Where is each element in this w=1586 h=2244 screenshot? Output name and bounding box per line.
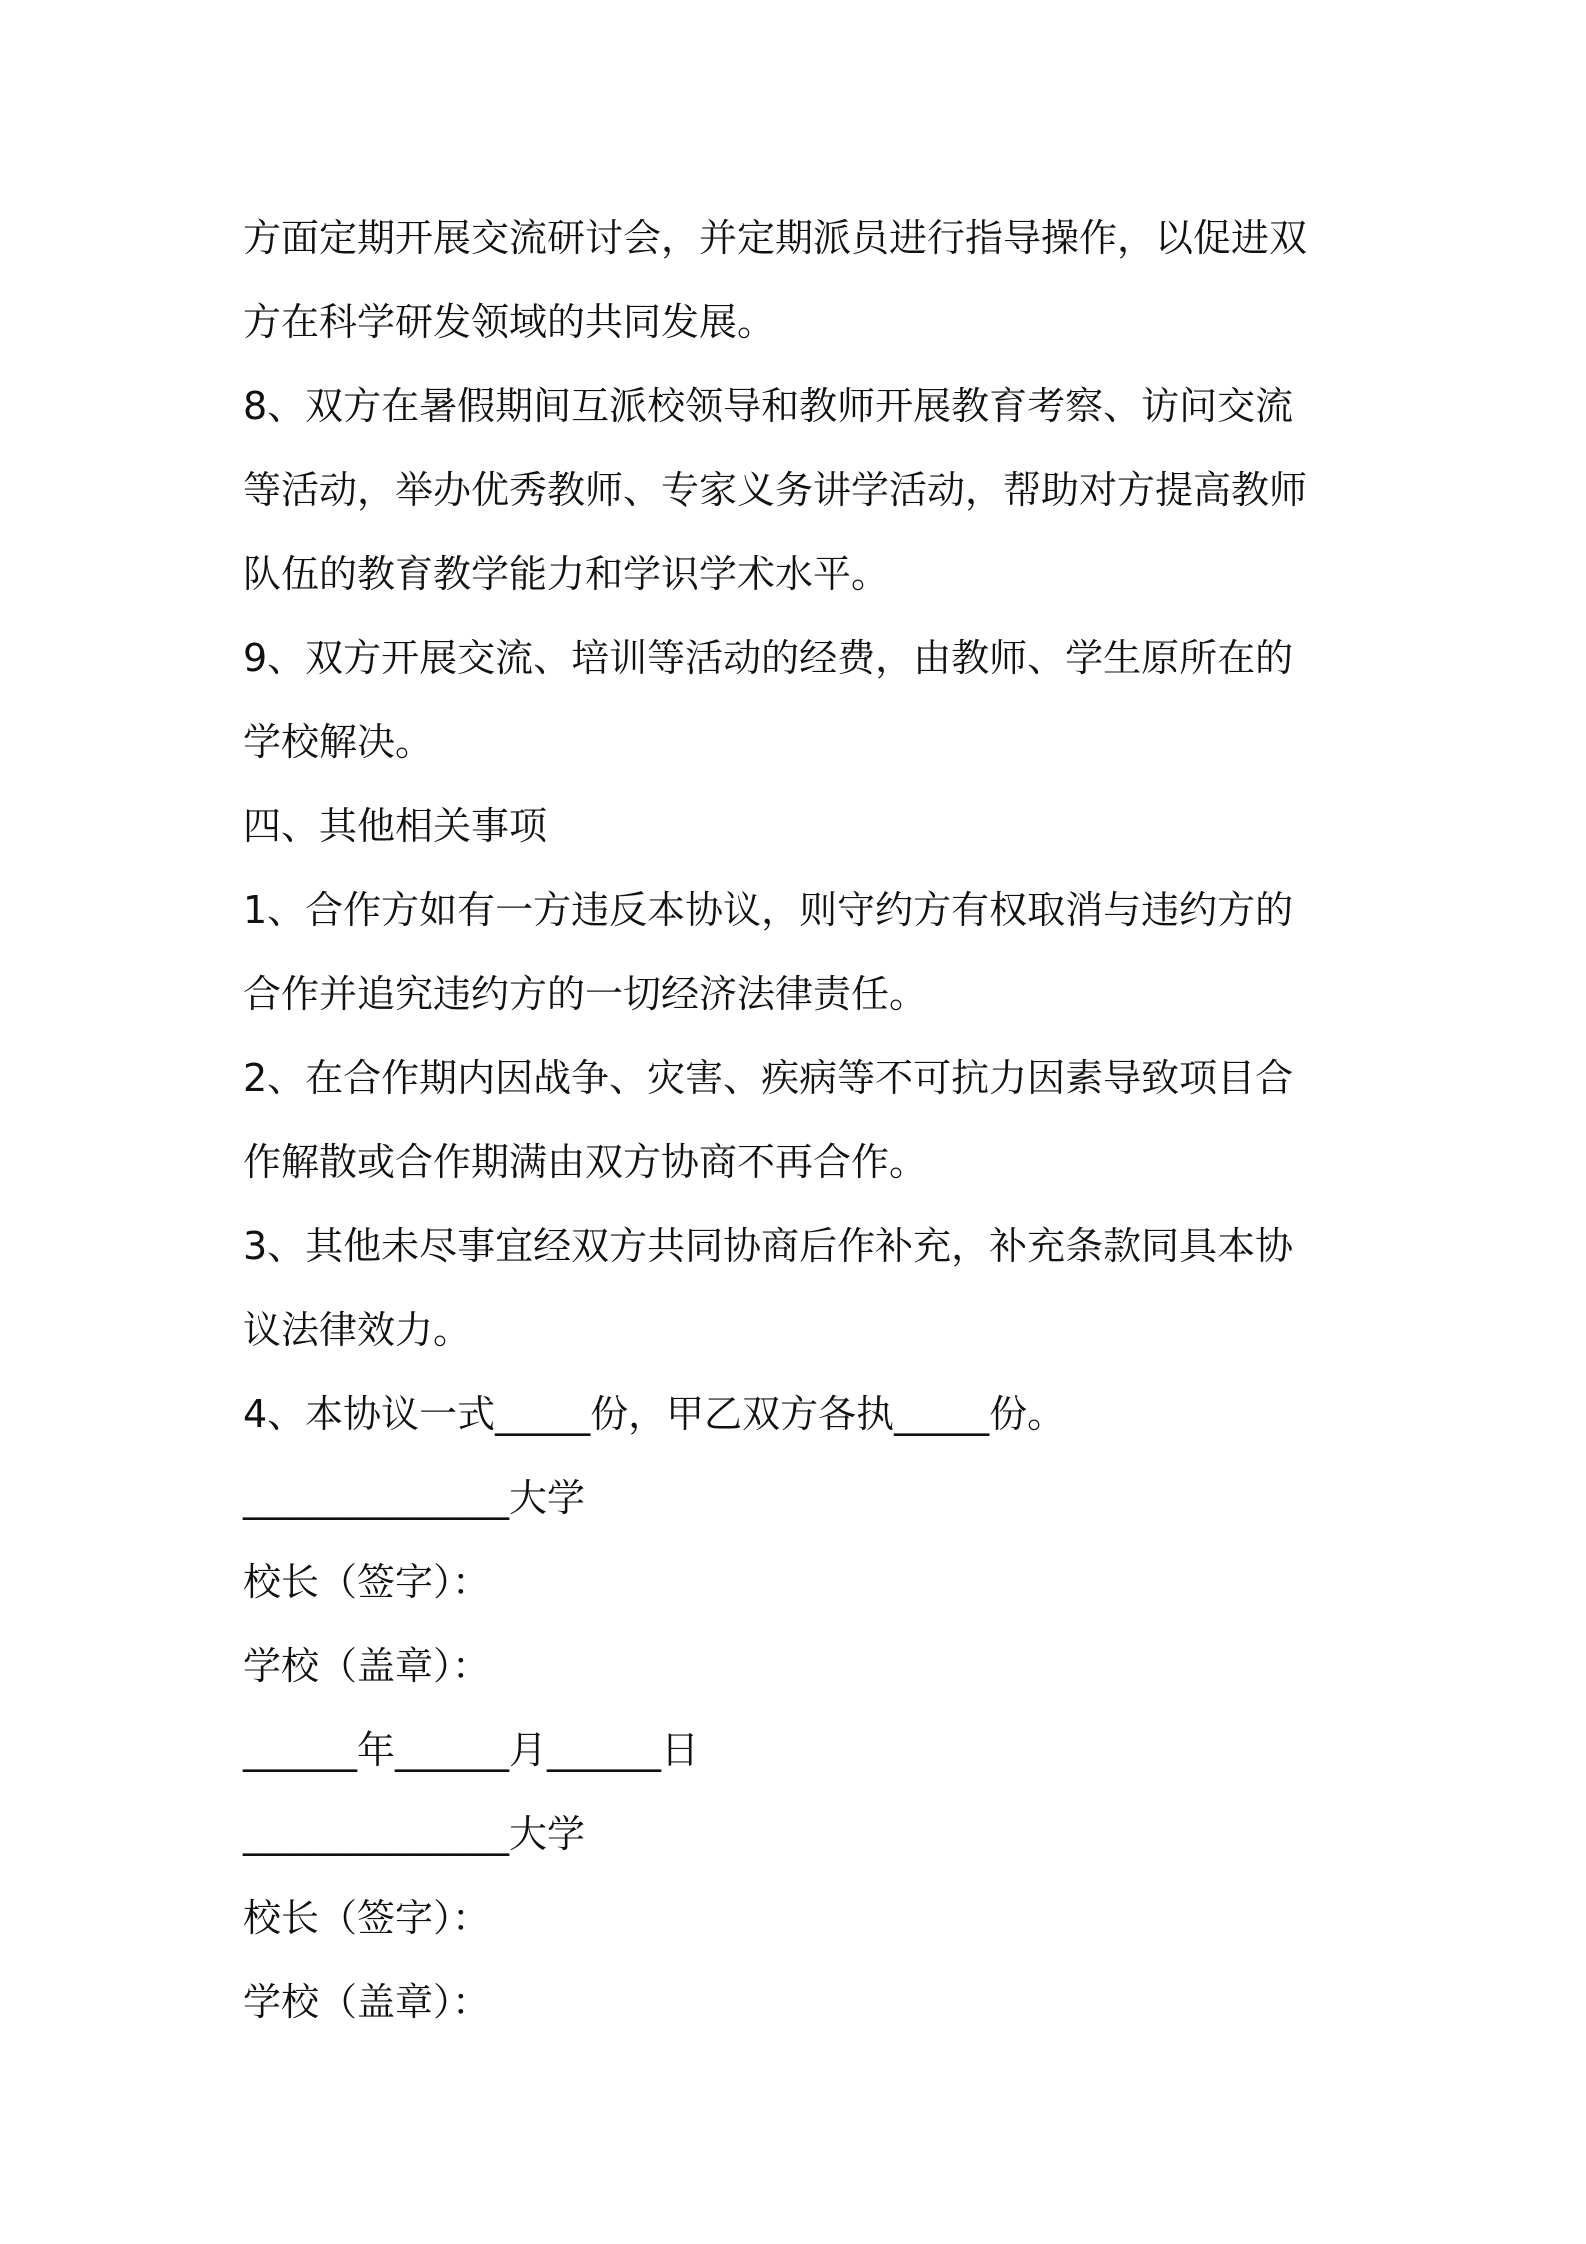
text-line: 合作并追究违约方的一切经济法律责任。 — [243, 972, 928, 1016]
document-body — [243, 196, 1358, 2044]
clause-8 — [243, 364, 1358, 616]
text-line: 方在科学研发领域的共同发展。 — [243, 300, 776, 344]
text-line: 1、合作方如有一方违反本协议，则守约方有权取消与违约方的 — [243, 888, 1294, 932]
section-heading: 四、其他相关事项 — [243, 804, 548, 848]
clause-9 — [243, 616, 1358, 784]
text-line: 等活动，举办优秀教师、专家义务讲学活动，帮助对方提高教师 — [243, 468, 1308, 512]
other-clause-2 — [243, 1036, 1358, 1204]
school-seal-label: 学校（盖章）： — [243, 1980, 491, 2024]
other-clause-3 — [243, 1204, 1358, 1372]
text-line: 作解散或合作期满由双方协商不再合作。 — [243, 1140, 928, 1184]
text-line: 9、双方开展交流、培训等活动的经费，由教师、学生原所在的 — [243, 636, 1294, 680]
text-line: 方面定期开展交流研讨会，并定期派员进行指导操作，以促进双 — [243, 216, 1308, 260]
university-name-blank: ______________大学 — [243, 1812, 586, 1856]
text-line: 学校解决。 — [243, 720, 434, 764]
text-line: 2、在合作期内因战争、灾害、疾病等不可抗力因素导致项目合 — [243, 1056, 1294, 1100]
text-line: 3、其他未尽事宜经双方共同协商后作补充，补充条款同具本协 — [243, 1224, 1294, 1268]
text-line: 8、双方在暑假期间互派校领导和教师开展教育考察、访问交流 — [243, 384, 1294, 428]
text-line: 议法律效力。 — [243, 1308, 472, 1352]
paragraph-7-continued — [243, 196, 1358, 364]
other-clause-1 — [243, 868, 1358, 1036]
signature-block-second — [243, 1792, 1358, 2044]
other-clause-4 — [243, 1372, 1358, 1456]
date-blank: ______年______月______日 — [243, 1728, 700, 1772]
university-name-blank: ______________大学 — [243, 1476, 586, 1520]
school-seal-label: 学校（盖章）： — [243, 1644, 491, 1688]
principal-signature-label: 校长（签字）： — [243, 1896, 491, 1940]
text-line: 4、本协议一式_____份，甲乙双方各执_____份。 — [243, 1392, 1066, 1436]
text-line: 队伍的教育教学能力和学识学术水平。 — [243, 552, 890, 596]
signature-block-first — [243, 1456, 1358, 1792]
section-heading-other-matters — [243, 784, 1358, 868]
principal-signature-label: 校长（签字）： — [243, 1560, 491, 1604]
